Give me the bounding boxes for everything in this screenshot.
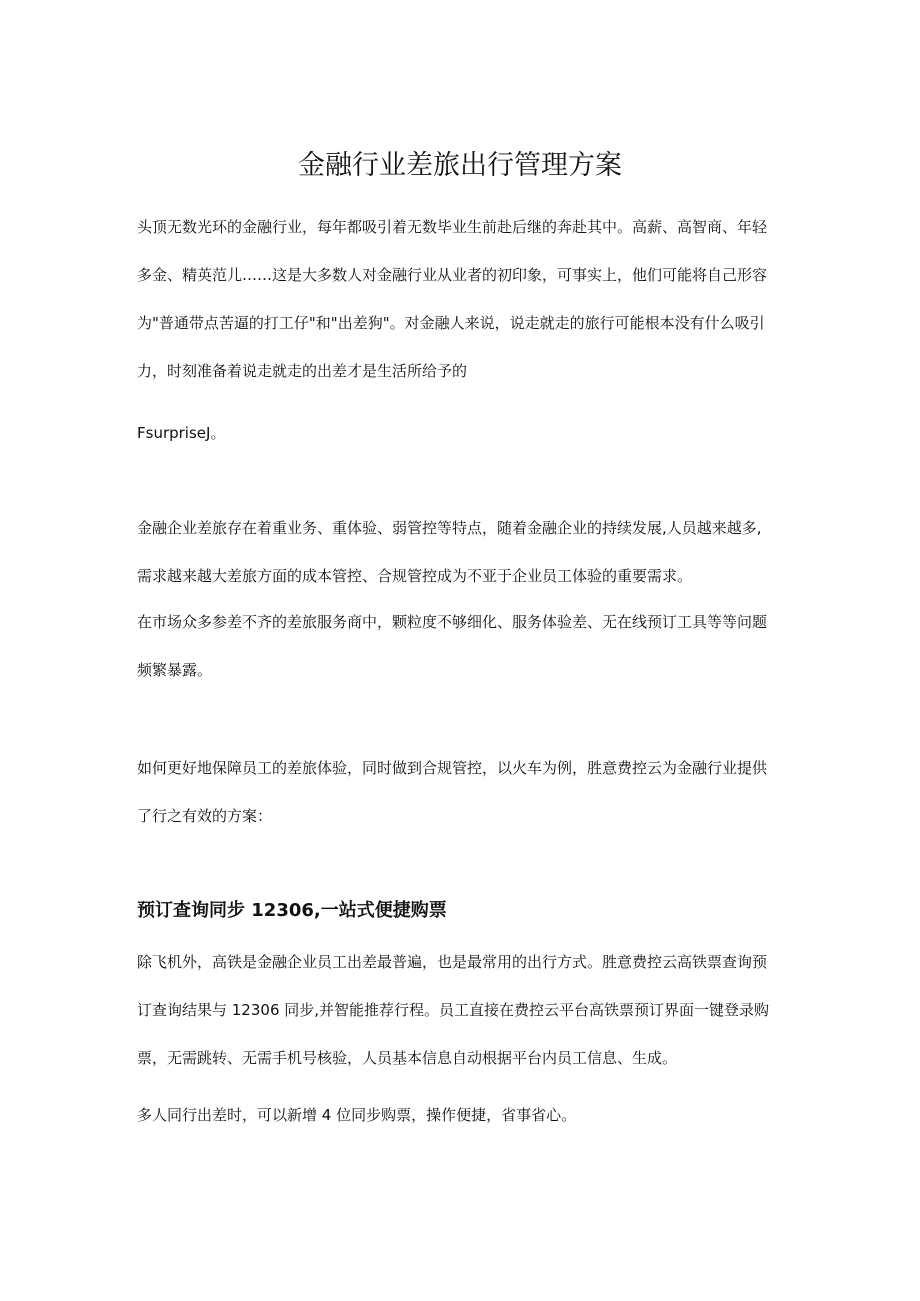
- intro-tail: FsurpriseJ。: [137, 424, 226, 442]
- intro-line: 力，时刻准备着说走就走的出差才是生活所给予的: [137, 362, 468, 380]
- section-heading-suffix: 一站式便捷购票: [320, 900, 447, 921]
- features-line: 金融企业差旅存在着重业务、重体验、弱管控等特点，随着金融企业的持续发展,人员越来越多,: [137, 519, 762, 537]
- section-paragraph: [137, 938, 787, 1082]
- solution-line: 如何更好地保障员工的差旅体验，同时做到合规管控，以火车为例，胜意费控云为金融行业提供: [137, 759, 768, 777]
- features-line: 需求越来越大差旅方面的成本管控、合规管控成为不亚于企业员工体验的重要需求。: [137, 567, 693, 585]
- section-line: 订查询结果与 12306 同步,并智能推荐行程。员工直接在费控云平台高铁票预订界面一键登录购: [137, 1001, 770, 1019]
- section-line: 票，无需跳转、无需手机号核验，人员基本信息自动根据平台内员工信息、生成。: [137, 1049, 678, 1067]
- features-paragraph: [137, 504, 787, 552]
- section-heading: [137, 896, 787, 926]
- problems-line: 在市场众多参差不齐的差旅服务商中，颗粒度不够细化、服务体验差、无在线预订工具等等问题: [137, 613, 768, 631]
- solution-line: 了行之有效的方案：: [137, 807, 273, 825]
- section-line: 除飞机外，高铁是金融企业员工出差最普遍，也是最常用的出行方式。胜意费控云高铁票查询预: [137, 953, 768, 971]
- intro-line: 头顶无数光环的金融行业，每年都吸引着无数毕业生前赴后继的奔赴其中。高薪、高智商、年轻: [137, 218, 768, 236]
- intro-paragraph: [137, 203, 787, 395]
- section-heading-prefix: 预订查询同步: [137, 900, 245, 921]
- features-paragraph-cont: [137, 552, 787, 600]
- intro-line: 多金、精英范儿……这是大多数人对金融行业从业者的初印象，可事实上，他们可能将自己形容: [137, 266, 768, 284]
- intro-line: 为"普通带点苦逼的打工仔"和"出差狗"。对金融人来说，说走就走的旅行可能根本没有什么吸引: [137, 314, 765, 332]
- solution-paragraph: [137, 744, 787, 840]
- section-paragraph-2: 多人同行出差时，可以新增 4 位同步购票，操作便捷，省事省心。: [137, 1106, 577, 1124]
- problems-line: 频繁暴露。: [137, 661, 213, 679]
- document-title: 金融行业差旅出行管理方案: [298, 150, 622, 182]
- section-heading-number: 12306,: [251, 900, 321, 921]
- problems-paragraph: [137, 598, 787, 694]
